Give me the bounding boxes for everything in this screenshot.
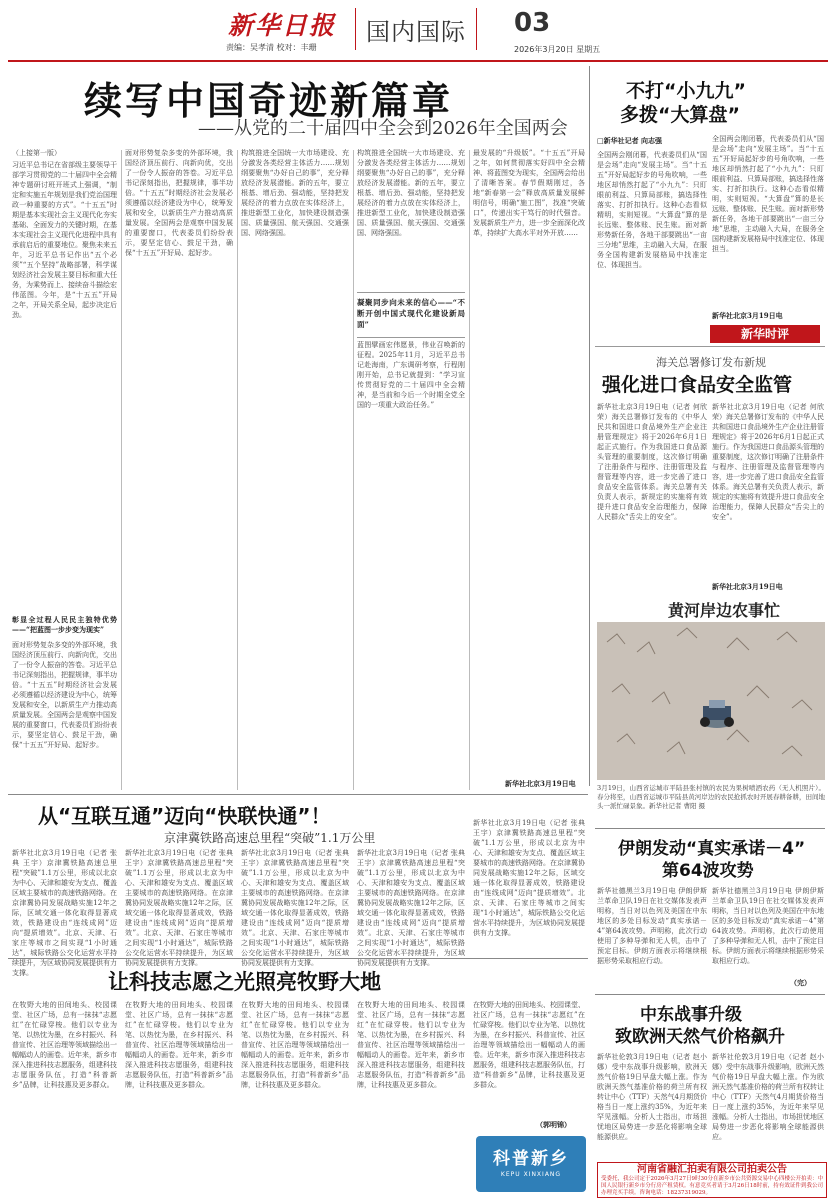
op-dateline: 新华社北京3月19日电 <box>712 311 783 320</box>
tech-end: （郭明锦） <box>536 1120 571 1129</box>
newspaper-logo: 新华日报 <box>228 11 337 40</box>
op-headline-2: 多拨“大算盘” <box>620 104 740 126</box>
op-headline-1: 不打“小九九” <box>626 80 746 102</box>
gas-headline-1: 中东战事升级 <box>640 1005 742 1025</box>
tech-text-col-3: 在牧野大地的田间地头、校园课堂、社区广场，总有一抹抹“志愿红”在忙碌穿梭。他们以专业为笔、以热忱为墨，在乡村振兴、科普宣传、社区治理等领域描绘出一幅幅动人的画卷。近年来，新乡市深入推进科技志愿服务，组建科技志愿服务队伍，打造“科普新乡”品牌，让科技惠及更多群众。 <box>241 1001 349 1089</box>
section-rule <box>8 794 588 795</box>
section-rule <box>595 994 825 995</box>
food-headline: 强化进口食品安全监管 <box>602 374 793 396</box>
food-kicker: 海关总署修订发布新规 <box>656 356 766 369</box>
lead-column-4: 构筑推进全国统一大市场建设、充分激发各类经营主体活力……规划纲要聚焦“办好自己的事”，充分释放经济发展潜能。新的五年，要立根基、增后劲、强动能，坚持把发展经济的着力点放在实体经济上，推进新型工业化，加快建设制造强国、质量强国、航天强国、交通强国、网络强国。 <box>357 149 465 237</box>
gas-text-col-1: 新华社伦敦3月19日电（记者 赵小娜）受中东战事升级影响，欧洲天然气价格19日早盘大幅上涨。作为欧洲天然气基准价格的荷兰所有权转让中心（TTF）天然气4月期货价格当日一度上涨约35%，为近年来罕见涨幅。分析人士指出，市场担忧地区局势进一步恶化将影响全球能源供应。 <box>597 1053 707 1141</box>
rail-text-col-3: 新华社北京3月19日电（记者 张典 王宇）京津冀铁路高速总里程“突破”1.1万公里，形成以北京为中心、天津和雄安为支点、覆盖区域主要城市的高速铁路网络。在京津冀协同发展战略实施12年之际，区域交通一体化取得显著成效，铁路建设由“连线成网”迈向“提质增效”。北京、天津、石家庄等城市之间实现“1小时通达”，城际铁路公交化运营水平持续提升，为区域协同发展提供有力支撑。 <box>241 849 349 967</box>
tech-text-col-2: 在牧野大地的田间地头、校园课堂、社区广场，总有一抹抹“志愿红”在忙碌穿梭。他们以专业为笔、以热忱为墨，在乡村振兴、科普宣传、社区治理等领域描绘出一幅幅动人的画卷。近年来，新乡市深入推进科技志愿服务，组建科技志愿服务队伍，打造“科普新乡”品牌，让科技惠及更多群众。 <box>125 1001 233 1089</box>
tech-text-col-4: 在牧野大地的田间地头、校园课堂、社区广场，总有一抹抹“志愿红”在忙碌穿梭。他们以专业为笔、以热忱为墨，在乡村振兴、科普宣传、社区治理等领域描绘出一幅幅动人的画卷。近年来，新乡市深入推进科技志愿服务，组建科技志愿服务队伍，打造“科普新乡”品牌，让科技惠及更多群众。 <box>357 1001 465 1089</box>
lead-column-3: 构筑推进全国统一大市场建设、充分激发各类经营主体活力……规划纲要聚焦“办好自己的事”，充分释放经济发展潜能。新的五年，要立根基、增后劲、强动能，坚持把发展经济的着力点放在实体经济上，推进新型工业化，加快建设制造强国、质量强国、航天强国、交通强国、网络强国。 <box>241 149 349 237</box>
lead-dateline: 新华社北京3月19日电 <box>505 779 576 788</box>
issue-date: 2026年3月20日 星期五 <box>514 45 601 54</box>
rail-text-col-2: 新华社北京3月19日电（记者 张典 王宇）京津冀铁路高速总里程“突破”1.1万公里，形成以北京为中心、天津和雄安为支点、覆盖区域主要城市的高速铁路网络。在京津冀协同发展战略实施12年之际，区域交通一体化取得显著成效，铁路建设由“连线成网”迈向“提质增效”。北京、天津、石家庄等城市之间实现“1小时通达”，城际铁路公交化运营水平持续提升，为区域协同发展提供有力支撑。 <box>125 849 233 967</box>
lead-column-5: 最发展的“升级版”。“十五五”开局之年，如何贯彻落实好四中全会精神、将蓝图变为现实，全国两会给出了清晰答案。春节假期刚过，各地“新春第一会”释放高质量发展鲜明信号，明确“施工图”，找准“突破口”，传递出实干笃行的时代强音。发展新质生产力，进一步全面深化改革，持续扩大高水平对外开放…… <box>473 149 585 237</box>
lead-inner-heading-box <box>357 292 465 338</box>
section-rule <box>595 828 825 829</box>
farm-headline: 黄河岸边农事忙 <box>668 601 781 620</box>
masthead-rule <box>8 60 828 62</box>
op-text-col-2: 全国两会刚闭幕，代表委员们从“国是会场”走向“发展主场”。当“十五五”开好局起好步的号角吹响，一些地区却悄然打起了“小九九”：只盯眼前利益、只算局部账，搞选择性落实、打折扣执行。这种心态看似精明，实则短视。“大算盘”算的是长远账、整体账、民生账。面对新形势新任务，各地干部要跳出“一亩三分地”思维，主动融入大局，在服务全国构建新发展格局中找准定位、体现担当。 <box>712 135 824 253</box>
column-rule <box>589 66 590 786</box>
op-byline: □新华社记者 向志强 <box>597 136 663 145</box>
lead-headline: 续写中国奇迹新篇章 <box>84 79 454 123</box>
section-title: 国内国际 <box>366 18 466 46</box>
page-number: 03 <box>514 8 551 38</box>
gas-headline-2: 致欧洲天然气价格飙升 <box>615 1027 785 1047</box>
food-dateline: 新华社北京3月19日电 <box>712 582 783 591</box>
masthead-divider-2 <box>476 8 477 50</box>
iran-headline-2: 第64波攻势 <box>662 861 754 881</box>
lead-intro: （上接第一版） <box>12 149 61 157</box>
commentary-label <box>710 325 820 343</box>
kepu-xinxiang-logo <box>476 1136 586 1192</box>
masthead-divider <box>355 8 356 50</box>
iran-text-col-2: 新华社德黑兰3月19日电 伊朗伊斯兰革命卫队19日在社交媒体发表声明称，当日对以色列及美国在中东地区的多处目标发动“真实承诺－4”第64波攻势。声明称，此次行动使用了多种导弹和无人机，击中了预定目标。伊朗方面表示将继续根据形势采取相应行动。 <box>712 887 824 965</box>
auction-ad-title: 河南省融汇拍卖有限公司拍卖公告 <box>637 1164 787 1175</box>
tech-text-col-1: 在牧野大地的田间地头、校园课堂、社区广场，总有一抹抹“志愿红”在忙碌穿梭。他们以专业为笔、以热忱为墨，在乡村振兴、科普宣传、社区治理等领域描绘出一幅幅动人的画卷。近年来，新乡市深入推进科技志愿服务，组建科技志愿服务队伍，打造“科普新乡”品牌，让科技惠及更多群众。 <box>12 1001 117 1089</box>
rail-headline: 从“互联互通”迈向“快联快通”！ <box>38 804 331 828</box>
column-rule <box>353 150 354 790</box>
section-rule <box>595 346 825 347</box>
rail-text-col-4: 新华社北京3月19日电（记者 张典 王宇）京津冀铁路高速总里程“突破”1.1万公里，形成以北京为中心、天津和雄安为支点、覆盖区域主要城市的高速铁路网络。在京津冀协同发展战略实施12年之际，区域交通一体化取得显著成效，铁路建设由“连线成网”迈向“提质增效”。北京、天津、石家庄等城市之间实现“1小时通达”，城际铁路公交化运营水平持续提升，为区域协同发展提供有力支撑。 <box>357 849 465 967</box>
section-rule <box>8 958 588 959</box>
auction-ad-text: 受委托，我公司定于2026年3月27日9时30分在新乡市公共资源交易中心四楼公开拍卖：中国人民银行新乡市分行房产租赁权。有意竞买者请于3月26日18时前，持有效证件到我公司办理竞买手续。咨询电话：18237319029。 <box>601 1176 823 1196</box>
column-rule <box>469 150 470 790</box>
lead-inner-heading: 凝聚同步向未来的信心——“不断开创中国式现代化建设新局面” <box>357 298 465 329</box>
page-editors: 责编：吴孝清 校对：丰珊 <box>226 43 317 52</box>
gas-text-col-2: 新华社伦敦3月19日电（记者 赵小娜）受中东战事升级影响，欧洲天然气价格19日早盘大幅上涨。作为欧洲天然气基准价格的荷兰所有权转让中心（TTF）天然气4月期货价格当日一度上涨约35%，为近年来罕见涨幅。分析人士指出，市场担忧地区局势进一步恶化将影响全球能源供应。 <box>712 1053 824 1141</box>
food-text-col-1: 新华社北京3月19日电（记者 何欣荣）海关总署修订发布的《中华人民共和国进口食品境外生产企业注册管理规定》将于2026年6月1日起正式施行。作为我国进口食品源头管理的重要制度，这次修订明确了注册条件与程序、注册管理及监督管理等内容，进一步完善了进口食品安全监管体系。海关总署有关负责人表示，新规定的实施将有效提升进口食品安全治理能力，保障人民群众“舌尖上的安全”。 <box>597 403 707 521</box>
op-text-col-1: 全国两会刚闭幕，代表委员们从“国是会场”走向“发展主场”。当“十五五”开好局起好步的号角吹响，一些地区却悄然打起了“小九九”：只盯眼前利益、只算局部账，搞选择性落实、打折扣执行。这种心态看似精明，实则短视。“大算盘”算的是长远账、整体账、民生账。面对新形势新任务，各地干部要跳出“一亩三分地”思维，主动融入大局，在服务全国构建新发展格局中找准定位、体现担当。 <box>597 151 707 269</box>
lead-column-4b: 蓝图擘画宏伟愿景，伟业召唤新的征程。2025年11月，习近平总书记赴海南，广东调研考察，行程刚刚开始，总书记就提到：“学习宣传贯彻好党的二十届四中全会精神，是当前和今后一个时期全党全国的一项重大政治任务。” <box>357 341 465 409</box>
rail-subhead: 京津冀铁路高速总里程“突破”1.1万公里 <box>164 831 376 845</box>
kepu-logo-text: 科普新乡 <box>493 1149 569 1169</box>
iran-headline-1: 伊朗发动“真实承诺－4” <box>618 839 806 859</box>
lead-column-1b: 面对形势复杂多变的外部环境，我国经济顶压前行、向新向优，交出了一份令人振奋的答卷。习近平总书记深刻指出，把握规律，事半功倍。“十五五”时期经济社会发展必须遵循以经济建设为中心，统筹发展和安全，以新质生产力推动高质量发展。全国两会是观察中国发展的重要窗口，代表委员们纷纷表示，要坚定信心、鼓足干劲，确保“十五五”开好局、起好步。 <box>12 641 117 749</box>
masthead <box>0 0 836 60</box>
iran-text-col-1: 新华社德黑兰3月19日电 伊朗伊斯兰革命卫队19日在社交媒体发表声明称，当日对以色列及美国在中东地区的多处目标发动“真实承诺－4”第64波攻势。声明称，此次行动使用了多种导弹和无人机，击中了预定目标。伊朗方面表示将继续根据形势采取相应行动。 <box>597 887 707 965</box>
farm-caption: 3月19日，山西省运城市平陆县张村镇的农民为果树喷洒农药（无人机照片）。春分将至，山西省运城市平陆县黄河岸边的农民抢抓农时开展春耕备耕，田间地头一派忙碌景象。新华社记者 曹阳 摄 <box>597 784 825 810</box>
lead-column-1: 习近平总书记在省部级主要领导干部学习贯彻党的二十届四中全会精神专题研讨班开班式上强调，“制定和实施五年规划是我们党治国理政一种重要的方式”。“十五五”时期是基本实现社会主义现代化夯实基础、全面发力的关键时期，在基本实现社会主义现代化进程中具有承前启后的重要地位。聚焦未来五年，习近平总书记作出“五个必须”“五个坚持”战略部署，科学谋划经济社会发展主要目标和重大任务，为乘势而上、接续奋斗描绘宏伟蓝图。今年，是“十五五”开局之年，开局关系全局，起步决定后劲。 <box>12 161 117 319</box>
orchard-drone-image <box>597 622 825 780</box>
rail-text-col-1: 新华社北京3月19日电（记者 张典 王宇）京津冀铁路高速总里程“突破”1.1万公里，形成以北京为中心、天津和雄安为支点、覆盖区域主要城市的高速铁路网络。在京津冀协同发展战略实施12年之际，区域交通一体化取得显著成效，铁路建设由“连线成网”迈向“提质增效”。北京、天津、石家庄等城市之间实现“1小时通达”，城际铁路公交化运营水平持续提升，为区域协同发展提供有力支撑。 <box>12 849 117 977</box>
commentary-label-text: 新华时评 <box>740 327 789 341</box>
tech-text-col-5: 在牧野大地的田间地头、校园课堂、社区广场，总有一抹抹“志愿红”在忙碌穿梭。他们以专业为笔、以热忱为墨，在乡村振兴、科普宣传、社区治理等领域描绘出一幅幅动人的画卷。近年来，新乡市深入推进科技志愿服务，组建科技志愿服务队伍，打造“科普新乡”品牌，让科技惠及更多群众。 <box>473 1001 585 1089</box>
column-rule <box>237 150 238 790</box>
column-rule <box>121 150 122 790</box>
lead-column-2: 面对形势复杂多变的外部环境，我国经济顶压前行、向新向优，交出了一份令人振奋的答卷。习近平总书记深刻指出，把握规律，事半功倍。“十五五”时期经济社会发展必须遵循以经济建设为中心，统筹发展和安全，以新质生产力推动高质量发展。全国两会是观察中国发展的重要窗口，代表委员们纷纷表示，要坚定信心、鼓足干劲，确保“十五五”开好局、起好步。 <box>125 149 233 257</box>
food-text-col-2: 新华社北京3月19日电（记者 何欣荣）海关总署修订发布的《中华人民共和国进口食品境外生产企业注册管理规定》将于2026年6月1日起正式施行。作为我国进口食品源头管理的重要制度，这次修订明确了注册条件与程序、注册管理及监督管理等内容，进一步完善了进口食品安全监管体系。海关总署有关负责人表示，新规定的实施将有效提升进口食品安全治理能力，保障人民群众“舌尖上的安全”。 <box>712 403 824 521</box>
rail-text-col-5: 新华社北京3月19日电（记者 张典 王宇）京津冀铁路高速总里程“突破”1.1万公里，形成以北京为中心、天津和雄安为支点、覆盖区域主要城市的高速铁路网络。在京津冀协同发展战略实施12年之际，区域交通一体化取得显著成效，铁路建设由“连线成网”迈向“提质增效”。北京、天津、石家庄等城市之间实现“1小时通达”，城际铁路公交化运营水平持续提升，为区域协同发展提供有力支撑。 <box>473 819 585 937</box>
auction-ad <box>597 1162 827 1198</box>
iran-end: （完） <box>790 978 811 987</box>
lead-subhead-box-1: 彰显全过程人民民主独特优势——“把蓝图一步步变为现实” <box>12 615 117 634</box>
lead-subhead: ——从党的二十届四中全会到2026年全国两会 <box>198 118 568 139</box>
farm-photo <box>597 622 825 780</box>
kepu-logo-en: KEPU XINXIANG <box>500 1171 562 1178</box>
tech-headline: 让科技志愿之光照亮牧野大地 <box>108 970 381 994</box>
